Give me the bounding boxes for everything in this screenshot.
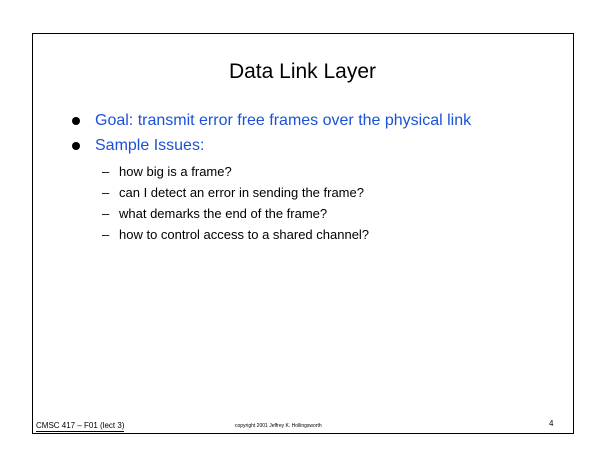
footer-course-label: CMSC 417 – F01 (lect 3)	[36, 421, 125, 430]
sub-bullet-item	[102, 161, 471, 182]
page-number: 4	[549, 419, 554, 428]
footer-copyright: copyright 2001 Jeffrey K. Hollingsworth	[235, 423, 322, 429]
dash-icon: –	[102, 227, 110, 242]
slide-title: Data Link Layer	[228, 60, 377, 83]
dash-icon: –	[102, 206, 110, 221]
sub-bullet-item	[102, 203, 471, 224]
bullet-item-sample-issues	[72, 133, 471, 245]
sub-bullet-item	[102, 224, 471, 245]
bullet-list	[72, 108, 471, 245]
sub-bullet-text: can I detect an error in sending the frame?	[119, 185, 364, 200]
sub-bullet-text: how big is a frame?	[119, 164, 232, 179]
bullet-dot-icon	[72, 142, 80, 150]
bullet-item-goal	[72, 108, 471, 133]
sub-bullet-text: what demarks the end of the frame?	[119, 206, 328, 221]
bullet-text: Goal: transmit error free frames over the physical link	[95, 112, 472, 129]
bullet-dot-icon	[72, 117, 80, 125]
sub-bullet-text: how to control access to a shared channel?	[119, 227, 370, 242]
sub-bullet-list	[102, 161, 471, 245]
sub-bullet-item	[102, 182, 471, 203]
bullet-text: Sample Issues:	[95, 137, 205, 154]
dash-icon: –	[102, 185, 110, 200]
dash-icon: –	[102, 164, 110, 179]
